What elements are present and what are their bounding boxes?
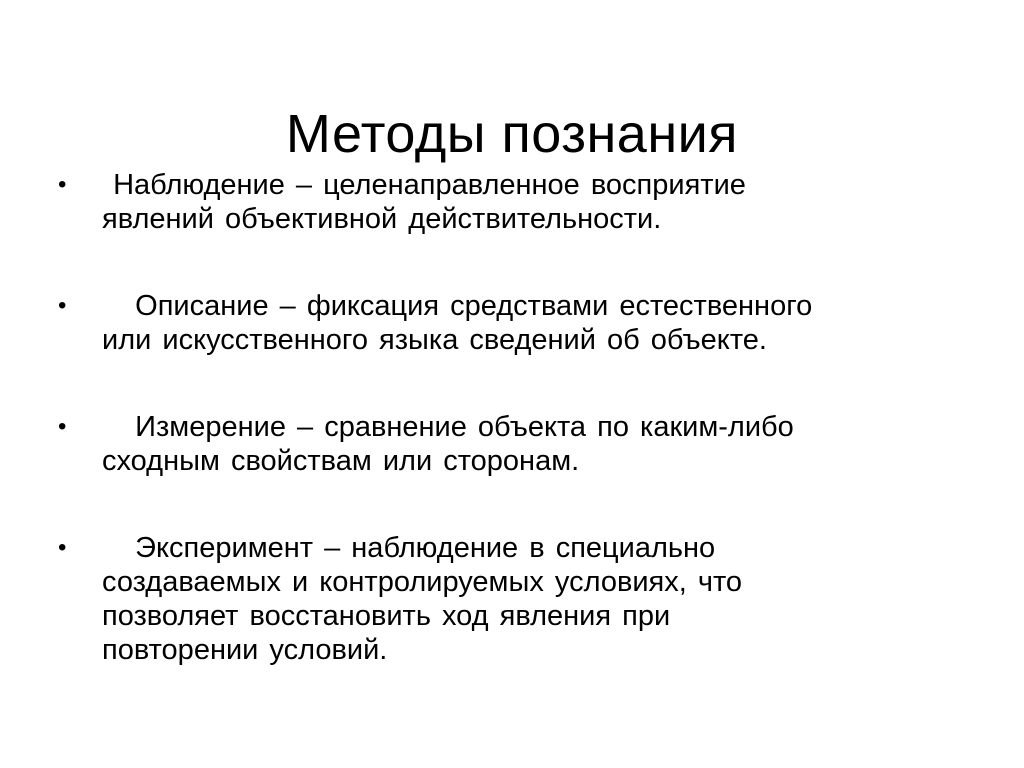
bullet-text: Описание – фиксация средствами естественного или искусственного языка сведений об объекте. xyxy=(102,290,813,356)
slide-title: Методы познания xyxy=(285,104,739,165)
bullet-text: Измерение – сравнение объекта по каким-либо сходным свойствам или сторонам. xyxy=(102,411,794,477)
bullet-item-measurement xyxy=(58,410,978,478)
bullet-text: Наблюдение – целенаправленное восприятие явлений объективной действительности. xyxy=(102,169,746,235)
bullet-icon: • xyxy=(58,534,67,561)
bullet-icon: • xyxy=(58,171,67,198)
bullet-item-observation xyxy=(58,168,978,236)
bullet-item-description xyxy=(58,289,978,357)
bullet-icon: • xyxy=(58,292,67,319)
bullet-text: Эксперимент – наблюдение в специально создаваемых и контролируемых условиях, что позволяет восстановить ход явления при повторении условий. xyxy=(102,532,743,666)
bullet-icon: • xyxy=(58,413,67,440)
bullet-item-experiment xyxy=(58,531,978,667)
bullet-list xyxy=(58,168,978,667)
